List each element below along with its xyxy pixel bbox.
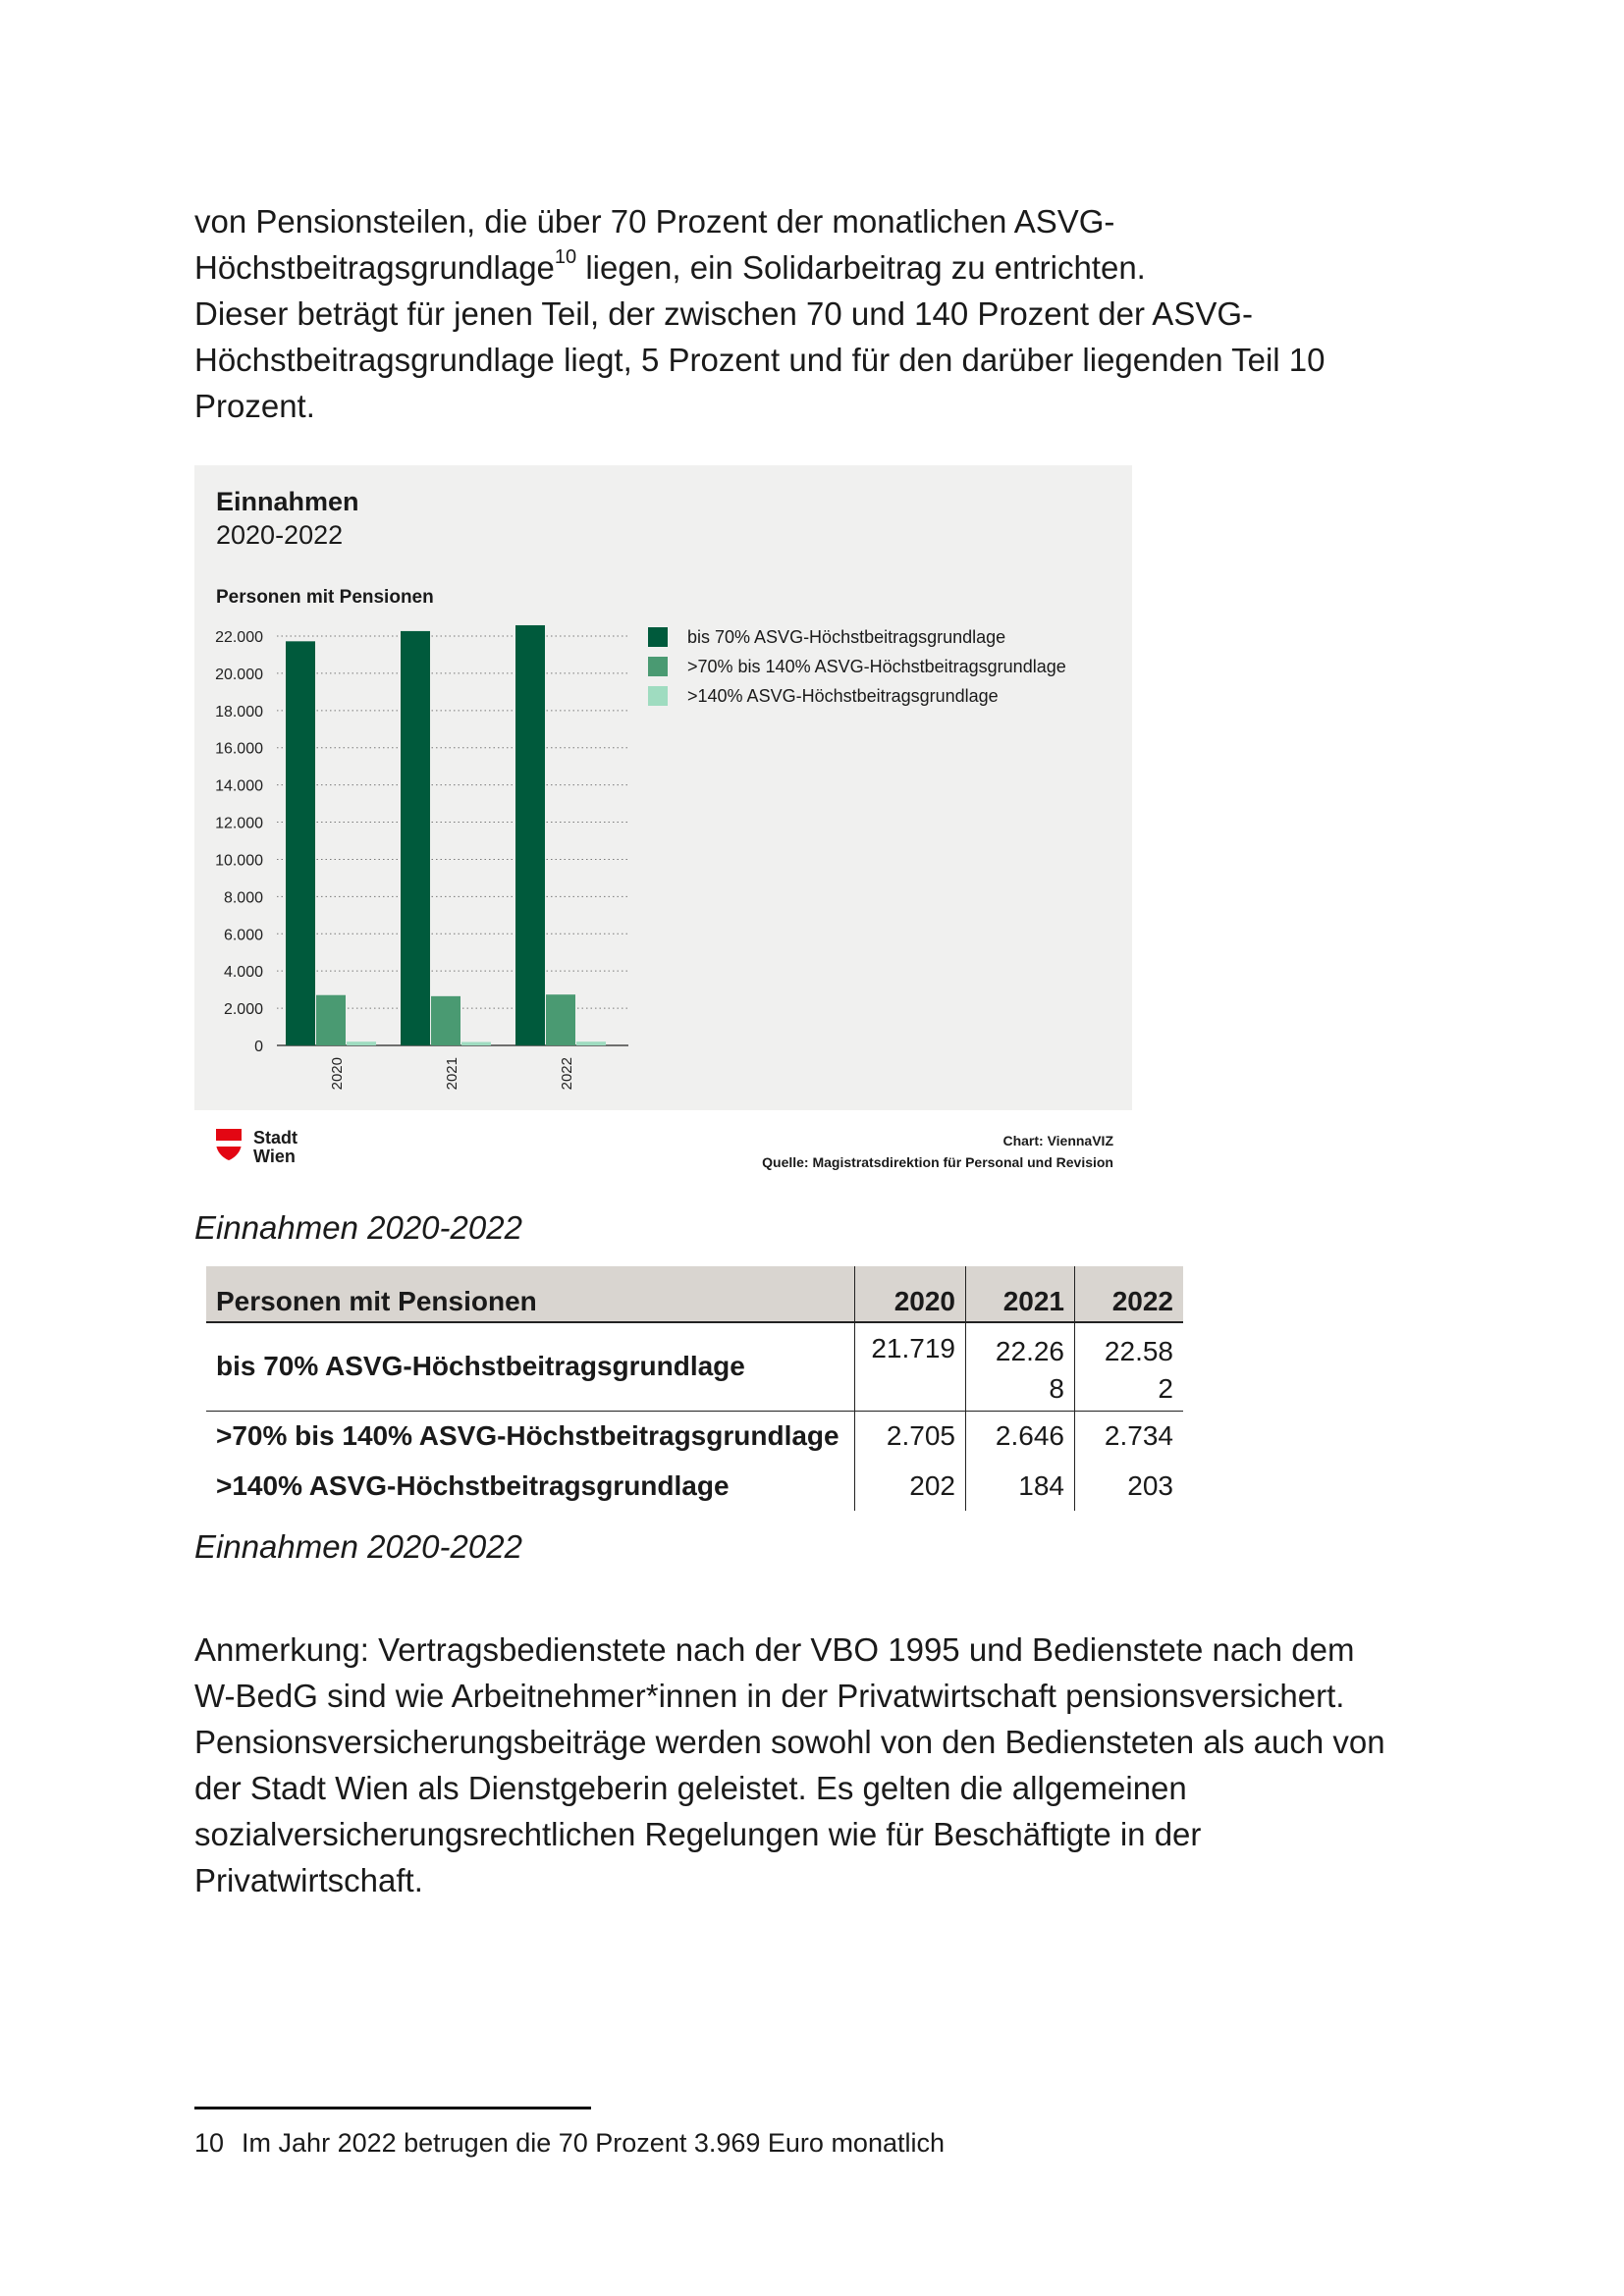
table-cell-value: 22.58 2 [1075, 1322, 1184, 1411]
table-cell-label: >70% bis 140% ASVG-Höchstbeitragsgrundlage [206, 1411, 855, 1462]
footnote [194, 2128, 945, 2159]
legend-label-series-2: >70% bis 140% ASVG-Höchstbeitragsgrundlage [687, 656, 1066, 676]
y-tick-label: 18.000 [215, 703, 263, 721]
table-header-label: Personen mit Pensionen [206, 1266, 855, 1322]
legend-item [648, 622, 1066, 652]
y-tick-label: 22.000 [215, 629, 263, 646]
x-tick-label: 2021 [444, 1057, 460, 1091]
legend-item [648, 652, 1066, 681]
credit-source: Quelle: Magistratsdirektion für Personal und Revision [762, 1154, 1113, 1170]
intro-paragraph [194, 198, 1471, 429]
logo-text [253, 1129, 298, 1166]
chart-credit [762, 1130, 1113, 1173]
table-cell-value: 22.26 8 [966, 1322, 1075, 1411]
chart-y-axis-label: Personen mit Pensionen [216, 587, 434, 608]
intro-line-5: Prozent. [194, 388, 315, 424]
y-tick-label: 2.000 [223, 1001, 263, 1019]
table-header-2022: 2022 [1075, 1266, 1184, 1322]
table-cell-value: 202 [855, 1462, 966, 1511]
table-cell-value: 21.719 [855, 1322, 966, 1411]
chart-title: Einnahmen [216, 487, 359, 516]
bar-2022-series-2 [546, 994, 575, 1045]
table-row [206, 1322, 1183, 1411]
table-cell-label: >140% ASVG-Höchstbeitragsgrundlage [216, 1470, 730, 1501]
note-line-2: W-BedG sind wie Arbeitnehmer*innen in der Privatwirtschaft pensionsversichert. [194, 1678, 1345, 1714]
intro-line-3: Dieser beträgt für jenen Teil, der zwischen 70 und 140 Prozent der ASVG- [194, 295, 1253, 332]
credit-line-1: Chart: ViennaVIZ [1002, 1133, 1113, 1148]
table-row [206, 1462, 1183, 1511]
table-cell-value: 184 [966, 1462, 1075, 1511]
y-tick-label: 0 [254, 1039, 263, 1055]
intro-line-1: von Pensionsteilen, die über 70 Prozent der monatlichen ASVG- [194, 203, 1115, 240]
intro-line-2-rest: liegen, ein Solidarbeitrag zu entrichten. [576, 249, 1146, 286]
table-row [206, 1411, 1183, 1462]
legend-item [648, 681, 1066, 711]
bar-chart [194, 465, 1132, 1110]
logo-line-1: Stadt [253, 1128, 298, 1148]
y-tick-label: 6.000 [223, 927, 263, 944]
note-paragraph [194, 1627, 1471, 1903]
bar-2020-series-1 [286, 641, 315, 1045]
chart-caption: Einnahmen 2020-2022 [194, 1209, 522, 1246]
table-cell-value: 2.705 [855, 1411, 966, 1462]
legend-swatch-series-2 [648, 657, 668, 676]
bar-2022-series-1 [515, 625, 545, 1045]
y-tick-label: 20.000 [215, 666, 263, 683]
table-caption: Einnahmen 2020-2022 [194, 1528, 522, 1565]
chart-legend [648, 622, 1066, 711]
bar-2021-series-2 [431, 996, 460, 1045]
footnote-reference[interactable]: 10 [554, 246, 577, 268]
shield-icon [216, 1129, 242, 1160]
bar-2021-series-1 [401, 631, 430, 1045]
y-tick-label: 4.000 [223, 964, 263, 982]
footnote-divider [194, 2107, 591, 2109]
x-tick-label: 2020 [329, 1057, 346, 1091]
legend-label-series-3: >140% ASVG-Höchstbeitragsgrundlage [687, 685, 999, 706]
intro-line-4: Höchstbeitragsgrundlage liegt, 5 Prozent und für den darüber liegenden Teil 10 [194, 342, 1326, 378]
table-cell-label: bis 70% ASVG-Höchstbeitragsgrundlage [206, 1322, 855, 1411]
table-header-2021: 2021 [966, 1266, 1075, 1322]
legend-label-series-1: bis 70% ASVG-Höchstbeitragsgrundlage [687, 626, 1006, 647]
intro-line-2-text: Höchstbeitragsgrundlage [194, 249, 555, 286]
y-tick-label: 8.000 [223, 889, 263, 907]
footnote-text: Im Jahr 2022 betrugen die 70 Prozent 3.969 Euro monatlich [242, 2128, 945, 2158]
footnote-number: 10 [194, 2128, 225, 2158]
x-tick-label: 2022 [559, 1057, 575, 1091]
bar-2020-series-3 [347, 1041, 376, 1045]
bar-2022-series-3 [576, 1041, 606, 1045]
logo-line-2: Wien [253, 1147, 296, 1166]
chart-panel [194, 465, 1132, 1110]
legend-swatch-series-3 [648, 686, 668, 706]
y-tick-label: 16.000 [215, 740, 263, 758]
y-tick-label: 14.000 [215, 777, 263, 795]
table-header-2020: 2020 [855, 1266, 966, 1322]
table-header-row [206, 1266, 1183, 1322]
table-cell-value: 2.646 [966, 1411, 1075, 1462]
legend-swatch-series-1 [648, 627, 668, 647]
chart-subtitle: 2020-2022 [216, 520, 344, 550]
intro-line-2 [194, 244, 1471, 291]
data-table [206, 1266, 1183, 1511]
y-tick-label: 12.000 [215, 815, 263, 832]
table-cell-value: 203 [1075, 1462, 1184, 1511]
note-line-4: der Stadt Wien als Dienstgeberin geleistet. Es gelten die allgemeinen [194, 1770, 1187, 1806]
note-line-6: Privatwirtschaft. [194, 1862, 423, 1898]
note-line-5: sozialversicherungsrechtlichen Regelungen wie für Beschäftigte in der [194, 1816, 1202, 1852]
table-cell-value: 2.734 [1075, 1411, 1184, 1462]
y-tick-label: 10.000 [215, 852, 263, 870]
note-line-3: Pensionsversicherungsbeiträge werden sowohl von den Bediensteten als auch von [194, 1724, 1385, 1760]
bar-2021-series-3 [461, 1042, 491, 1045]
note-line-1: Anmerkung: Vertragsbedienstete nach der VBO 1995 und Bedienstete nach dem [194, 1631, 1355, 1668]
bar-2020-series-2 [316, 995, 346, 1045]
stadt-wien-logo [216, 1129, 298, 1166]
